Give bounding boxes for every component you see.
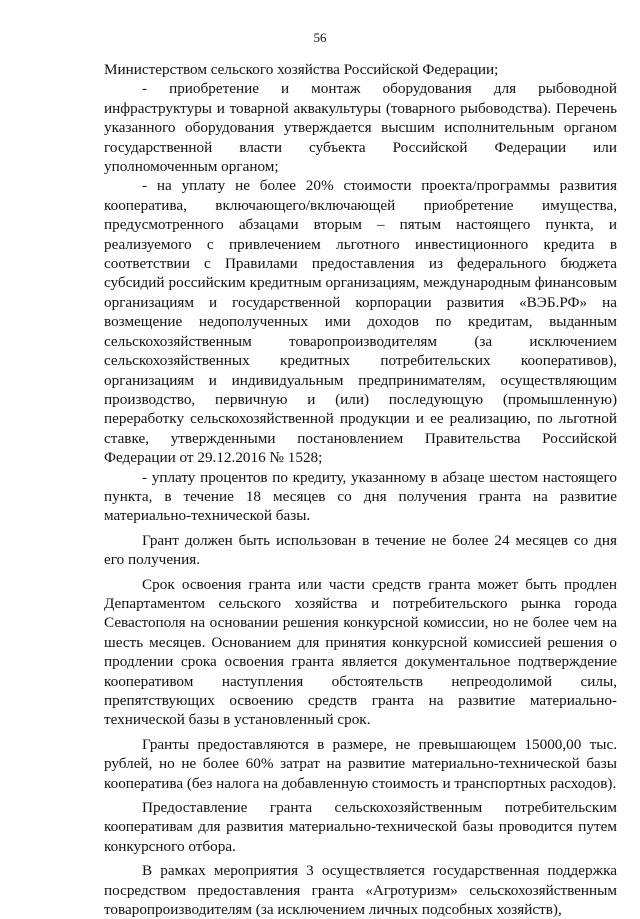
paragraph-competitive-selection: Предоставление гранта сельскохозяйственным потребительским кооперативам для развития материально-технической базы проводится путем конкурсного отбора. — [104, 799, 617, 855]
list-item-project-cost: - на уплату не более 20% стоимости проекта/программы развития кооператива, включающего/включающей приобретение имущества, предусмотренного абзацами вторым – пятым настоящего пункта, и реализуемого с привлечением льготного инвестиционного кредита в соответствии с Правилами предоставления из федерального бюджета субсидий российским кредитным организациям, международным финансовым организациям и государственной корпорации развития «ВЭБ.РФ» на возмещение недополученных ими доходов по кредитам, выданным сельскохозяйственным товаропроизводителям (за исключением сельскохозяйственных кредитных потребительских кооперативов), организациям и индивидуальным предпринимателям, осуществляющим производство, первичную и (или) последующую (промышленную) переработку сельскохозяйственной продукции и ее реализацию, по льготной ставке, утвержденными постановлением Правительства Российской Федерации от 29.12.2016 № 1528; — [104, 177, 617, 467]
document-body — [104, 60, 617, 919]
list-item-equipment: - приобретение и монтаж оборудования для рыбоводной инфраструктуры и товарной аквакультуры (товарного рыбоводства). Перечень указанного оборудования утверждается высшим исполнительным органом государственной власти субъекта Российской Федерации или уполномоченным органом; — [104, 80, 617, 176]
paragraph-continuation: Министерством сельского хозяйства Российской Федерации; — [104, 61, 499, 78]
list-item-interest: - уплату процентов по кредиту, указанному в абзаце шестом настоящего пункта, в течение 18 месяцев со дня получения гранта на развитие материально-технической базы. — [104, 468, 617, 525]
page-number: 56 — [313, 30, 327, 45]
paragraph-grant-amount: Гранты предоставляются в размере, не превышающем 15000,00 тыс. рублей, но не более 60% затрат на развитие материально-технической базы кооператива (без налога на добавленную стоимость и транспортных расходов). — [104, 735, 617, 792]
paragraph-grant-extension: Срок освоения гранта или части средств гранта может быть продлен Департаментом сельского хозяйства и потребительского рынка города Севастополя на основании решения конкурсной комиссии, но не более чем на шесть месяцев. Основанием для принятия конкурсной комиссией решения о продлении срока освоения гранта является документальное подтверждение кооперативом наступления обстоятельств непреодолимой силы, препятствующих освоению средств гранта на развитие материально-технической базы в установленный срок. — [104, 575, 617, 729]
paragraph-grant-term: Грант должен быть использован в течение не более 24 месяцев со дня его получения. — [104, 531, 617, 569]
paragraph-agrotourism: В рамках мероприятия 3 осуществляется государственная поддержка посредством предоставления гранта «Агротуризм» сельскохозяйственным товаропроизводителям (за исключением личных подсобных хозяйств), — [104, 862, 617, 919]
